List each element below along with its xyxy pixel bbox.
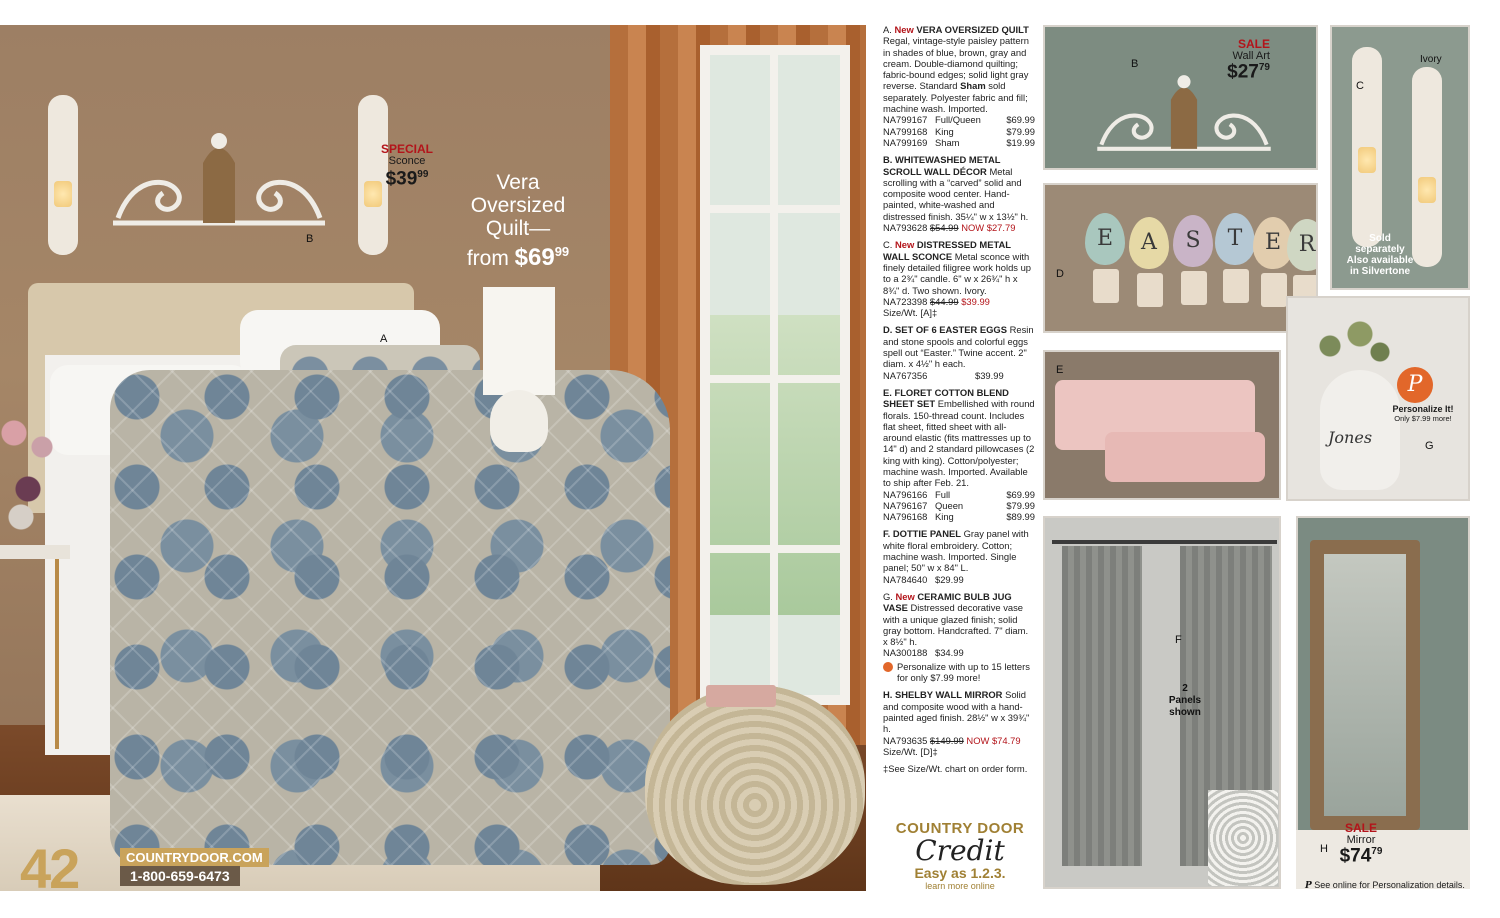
curtain-rod [1052,540,1277,544]
country-door-credit[interactable]: COUNTRY DOOR Credit Easy as 1.2.3. learn more online [895,820,1025,891]
entry-g: G. New CERAMIC BULB JUG VASE Distressed decorative vase with a unique glazed finish; solid gray bottom. Handcrafted. 7" diam. x 8½" h. NA300188 $34.99 Personalize with up to 15 letters for only $7.99 more! [883,591,1035,683]
personalize-label: Personalize It! Only $7.99 more! [1392,404,1454,423]
book [706,685,776,707]
personalize-icon[interactable]: P [1397,367,1433,403]
tile-easter-eggs [1043,183,1318,333]
special-label: SPECIAL [380,142,433,156]
egg: A [1129,217,1169,269]
sku-row: NA799167 Full/Queen $69.99 [883,114,1035,126]
product-copy-column [883,24,1035,774]
personalize-option: Personalize with up to 15 letters for only $7.99 more! [883,661,1035,684]
personalize-mark-icon: P [1305,881,1312,891]
hero-room-photo [0,25,866,891]
gray-curtain-panel [1062,546,1142,866]
wall-sconce [1352,47,1382,247]
label-b: B [1131,58,1139,70]
wall-art-sale-price: SALE Wall Art $\$27^{79}$ [1227,37,1270,83]
entry-f: F. DOTTIE PANEL Gray panel with white floral embroidery. Cotton; machine wash. Imported. Single panel; 50" w x 84" L. NA784640 $29.99 [883,528,1035,584]
sku-row: NA799168 King $79.99 [883,125,1035,137]
sku-row: NA767356 $39.99 [883,369,1004,381]
special-amount: $\$39^{99}$ [385,168,429,190]
personalize-icon [883,662,893,672]
shelby-wall-mirror [1310,540,1420,830]
label-c: C [1356,80,1364,92]
dried-plant [1300,310,1400,370]
entry-h: H. SHELBY WALL MIRROR Solid and composite wood with a hand-painted aged finish. 28½" w x 39¾" h. NA793635 $149.99 NOW $74.79 Size/Wt. [D]‡ [883,689,1035,757]
price-line: NA793628 $54.99 NOW $27.79 [883,222,1016,234]
sku-row: NA784640 $29.99 [883,573,964,585]
special-item: Sconce [388,155,426,167]
egg: E [1253,217,1293,269]
label-a: A [380,333,388,345]
footnote: ‡See Size/Wt. chart on order form. [883,763,1028,775]
egg: T [1215,213,1255,265]
page-number: 42 [20,837,79,900]
label-g: G [1425,440,1434,452]
nightstand [0,545,70,745]
metal-scroll-wall-decor [108,123,330,233]
egg: E [1085,213,1125,265]
tile-sheet-set [1043,350,1281,500]
hero-headline: Vera Oversized Quilt— from $\$69^{99}$ [466,171,570,271]
label-f: F [1175,634,1182,646]
label-b: B [306,233,314,245]
lamp-base [490,390,548,452]
price-line: NA793635 $149.99 NOW $74.79 [883,734,1021,746]
label-d: D [1056,268,1064,280]
label-h: H [1320,843,1328,855]
mirror-sale-price: SALE Mirror $\$74^{79}$ [1339,821,1383,867]
entry-c: C. New DISTRESSED METAL WALL SCONCE Metal sconce with finely detailed filigree work holds up to a 2¾" candle. 6" w x 26¾" h x 8¾" d. Two shown. Ivory. NA723398 $44.99 $39.99 Size/Wt. [A]‡ [883,239,1035,318]
lamp-shade [483,287,555,395]
sconce-special-price [372,142,442,190]
website-link[interactable]: COUNTRYDOOR.COM [120,848,269,867]
tile-wall-art [1043,25,1318,170]
embroidery-detail [1208,790,1278,886]
entry-a: A. New VERA OVERSIZED QUILT Regal, vintage-style paisley pattern in shades of blue, brown, gray and cream. Double-diamond quilting; fabric-bound edges; solid light gray reverse. Standard Sham sold separately. Polyester fabric and fill; machine wash. Imported. NA799167 Full/Queen $69.99 NA799168 King $79.99 NA799169 Sham $19.99 [883,24,1035,148]
personalization-footnote: P See online for Personalization details. [1305,880,1465,891]
entry-b: B. WHITEWASHED METAL SCROLL WALL DÉCOR Metal scrolling with a “carved” solid and composite wood center. Hand-painted, white-washed and distressed finish. 35¼" w x 13½" h. NA793628 $54.99 NOW $27.79 [883,154,1035,233]
knit-pouf [645,685,865,885]
egg: R [1287,219,1318,271]
price-line: NA723398 $44.99 $39.99 [883,295,990,307]
sku-row: NA796168 King $89.99 [883,511,1035,523]
sku-row: NA796166 Full $69.99 [883,488,1035,500]
egg: S [1173,215,1213,267]
label-e: E [1056,364,1064,376]
sold-separately-note: Sold separately Also available in Silvertone [1346,233,1414,277]
sku-row: NA300188 $34.99 [883,647,964,659]
window [700,45,850,705]
vase-personalized-name: Jones [1328,428,1373,447]
color-ivory: Ivory [1420,54,1442,65]
entry-e: E. FLORET COTTON BLEND SHEET SET Embellished with round florals. 150-thread count. Includes flat sheet, fitted sheet with all-around elastic (fits mattresses up to 14" d) and 2 standard pillowcases (2 king with king). Cotton/polyester; machine wash. Imported. Available to ship after Feb. 21. NA796166 Full $69.99 NA796167 Queen $79.99 NA796168 King $89.99 [883,386,1035,523]
flower-vase [0,405,70,545]
entry-d: D. SET OF 6 EASTER EGGS Resin and stone spools and colorful eggs spell out “Easter.” Twine accent. 2" diam. x 4½" h each. NA767356 $39.99 [883,324,1034,381]
sku-row: NA799169 Sham $19.99 [883,136,1035,148]
panels-shown-note: 2 Panels shown [1168,683,1202,718]
phone-number[interactable]: 1-800-659-6473 [120,866,240,886]
wall-sconce [48,95,78,255]
pink-sheet [1105,432,1265,482]
sku-row: NA796167 Queen $79.99 [883,499,1035,511]
vera-oversized-quilt [110,370,670,865]
metal-scroll-wall-decor [1069,67,1299,157]
